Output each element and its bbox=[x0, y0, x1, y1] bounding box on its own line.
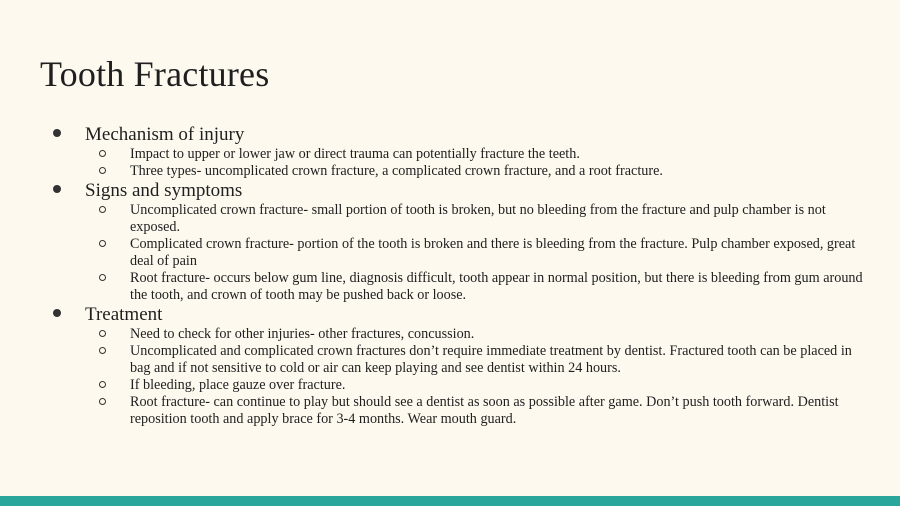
list-item bbox=[85, 163, 870, 180]
section-heading: Signs and symptoms bbox=[85, 180, 243, 201]
list-item-text: If bleeding, place gauze over fracture. bbox=[130, 377, 346, 393]
list-item-text: Root fracture- occurs below gum line, diagnosis difficult, tooth appear in normal position, but there is bleeding from gum around the tooth, and crown of tooth may be pushed back or loose. bbox=[130, 270, 863, 303]
bullet-icon bbox=[53, 309, 61, 317]
section-mechanism bbox=[40, 124, 870, 180]
slide-content bbox=[40, 124, 870, 428]
bullet-icon bbox=[53, 185, 61, 193]
sub-list bbox=[85, 326, 870, 428]
section-signs bbox=[40, 180, 870, 304]
section-treatment bbox=[40, 304, 870, 428]
hollow-bullet-icon bbox=[99, 206, 106, 213]
slide-title: Tooth Fractures bbox=[40, 54, 270, 94]
list-item-text: Impact to upper or lower jaw or direct trauma can potentially fracture the teeth. bbox=[130, 146, 580, 162]
list-item bbox=[85, 236, 870, 270]
hollow-bullet-icon bbox=[99, 167, 106, 174]
hollow-bullet-icon bbox=[99, 240, 106, 247]
list-item bbox=[85, 343, 870, 377]
bottom-accent-bar bbox=[0, 496, 900, 506]
list-item bbox=[85, 394, 870, 428]
hollow-bullet-icon bbox=[99, 398, 106, 405]
hollow-bullet-icon bbox=[99, 274, 106, 281]
sub-list bbox=[85, 202, 870, 304]
list-item-text: Uncomplicated and complicated crown fractures don’t require immediate treatment by dentist. Fractured tooth can be placed in bag and if not sensitive to cold or air can keep playing and see dentist within 24 hours. bbox=[130, 343, 852, 376]
hollow-bullet-icon bbox=[99, 150, 106, 157]
list-item-text: Need to check for other injuries- other fractures, concussion. bbox=[130, 326, 475, 342]
list-item-text: Complicated crown fracture- portion of the tooth is broken and there is bleeding from the fracture. Pulp chamber exposed, great deal of pain bbox=[130, 236, 856, 269]
list-item bbox=[85, 326, 870, 343]
bullet-list bbox=[40, 124, 870, 428]
sub-list bbox=[85, 146, 870, 180]
hollow-bullet-icon bbox=[99, 330, 106, 337]
bullet-icon bbox=[53, 129, 61, 137]
list-item bbox=[85, 202, 870, 236]
list-item bbox=[85, 146, 870, 163]
list-item bbox=[85, 377, 870, 394]
list-item-text: Uncomplicated crown fracture- small portion of tooth is broken, but no bleeding from the fracture and pulp chamber is not exposed. bbox=[130, 202, 826, 235]
list-item bbox=[85, 270, 870, 304]
list-item-text: Three types- uncomplicated crown fracture, a complicated crown fracture, and a root fracture. bbox=[130, 163, 663, 179]
section-heading: Treatment bbox=[85, 304, 163, 325]
section-heading: Mechanism of injury bbox=[85, 124, 245, 145]
hollow-bullet-icon bbox=[99, 347, 106, 354]
hollow-bullet-icon bbox=[99, 381, 106, 388]
list-item-text: Root fracture- can continue to play but should see a dentist as soon as possible after game. Don’t push tooth forward. Dentist reposition tooth and apply brace for 3-4 months. Wear mouth guard. bbox=[130, 394, 839, 427]
